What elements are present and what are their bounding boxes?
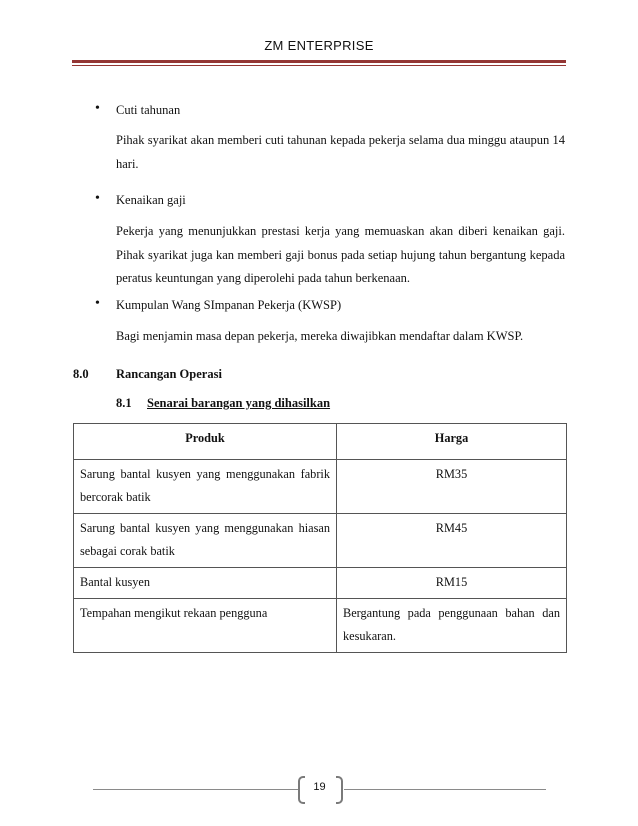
table-row — [74, 460, 567, 514]
section-number: 8.0 — [73, 367, 89, 381]
header-rule-thick — [72, 60, 566, 63]
table-cell-price: RM15 — [337, 568, 567, 599]
table-cell-product: Sarung bantal kusyen yang menggunakan hiasan sebagai corak batik — [74, 514, 337, 568]
page-number: 19 — [313, 781, 326, 793]
product-price-table — [73, 423, 567, 653]
table-header-row — [74, 424, 567, 460]
header-rule-thin — [72, 65, 566, 66]
page-header-title: ZM ENTERPRISE — [264, 38, 374, 53]
table-header-price: Harga — [337, 424, 567, 460]
bullet-text-salary-increase: Pekerja yang menunjukkan prestasi kerja yang memuaskan akan diberi kenaikan gaji. Pihak syarikat juga kan memberi gaji bonus pada setiap hujung tahun bergantung kepada peratus keuntungan yang diperolehi pada tahun berkenaan. — [116, 224, 565, 285]
bullet-title-annual-leave: Cuti tahunan — [116, 103, 181, 117]
bullet-text-kwsp: Bagi menjamin masa depan pekerja, mereka diwajibkan mendaftar dalam KWSP. — [116, 329, 524, 343]
bullet-icon: • — [95, 191, 100, 206]
footer-rule-right — [344, 789, 546, 790]
table-cell-product: Tempahan mengikut rekaan pengguna — [74, 599, 337, 653]
bullet-icon: • — [95, 296, 100, 311]
bullet-title-kwsp: Kumpulan Wang SImpanan Pekerja (KWSP) — [116, 298, 342, 312]
table-cell-price: RM35 — [337, 460, 567, 514]
footer-rule-left — [93, 789, 298, 790]
bullet-title-salary-increase: Kenaikan gaji — [116, 193, 186, 207]
bullet-icon: • — [95, 101, 100, 116]
table-row — [74, 514, 567, 568]
table-header-product: Produk — [74, 424, 337, 460]
table-row — [74, 568, 567, 599]
table-row — [74, 599, 567, 653]
footer-bracket-right — [336, 776, 343, 804]
table-cell-price: Bergantung pada penggunaan bahan dan kesukaran. — [337, 599, 567, 653]
table-cell-product: Bantal kusyen — [74, 568, 337, 599]
table-cell-product: Sarung bantal kusyen yang menggunakan fabrik bercorak batik — [74, 460, 337, 514]
section-title: Rancangan Operasi — [116, 367, 222, 381]
bullet-text-annual-leave: Pihak syarikat akan memberi cuti tahunan kepada pekerja selama dua minggu ataupun 14 hari. — [116, 133, 565, 171]
table-cell-price: RM45 — [337, 514, 567, 568]
subsection-title: Senarai barangan yang dihasilkan — [147, 396, 331, 410]
subsection-number: 8.1 — [116, 396, 132, 410]
